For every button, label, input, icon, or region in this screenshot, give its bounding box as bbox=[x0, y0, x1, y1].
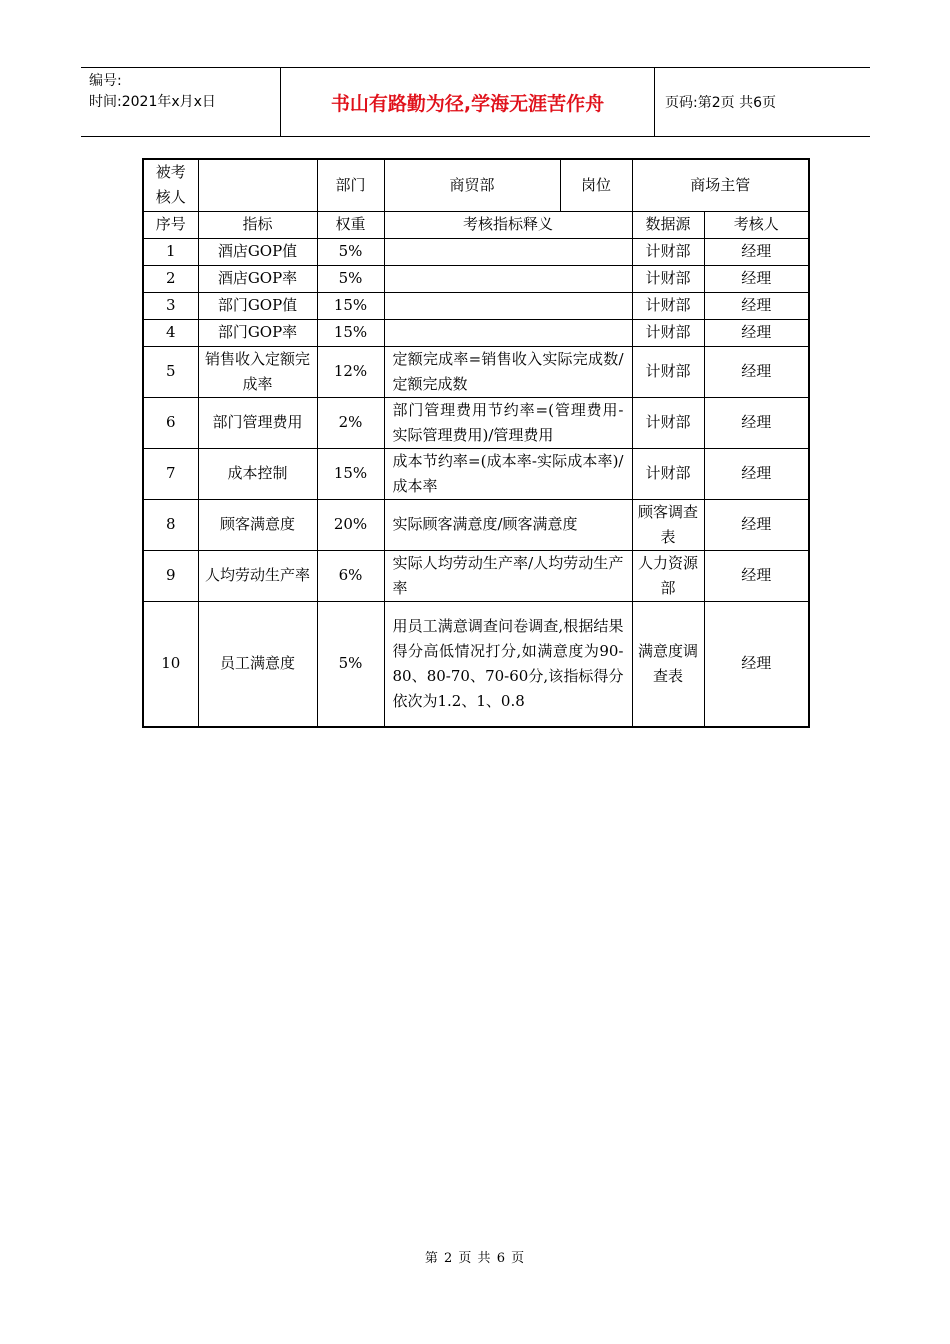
row-number: 3 bbox=[143, 292, 198, 319]
weight-cell: 20% bbox=[317, 499, 384, 550]
indicator-cell: 部门GOP值 bbox=[198, 292, 317, 319]
indicator-cell: 顾客满意度 bbox=[198, 499, 317, 550]
data-source-cell: 计财部 bbox=[632, 238, 704, 265]
description-cell bbox=[384, 238, 632, 265]
table-row bbox=[143, 238, 809, 265]
data-source-cell: 人力资源部 bbox=[632, 550, 704, 601]
data-source-cell: 计财部 bbox=[632, 397, 704, 448]
assessor-cell: 经理 bbox=[704, 319, 809, 346]
description-cell bbox=[384, 292, 632, 319]
column-header: 考核人 bbox=[704, 211, 809, 238]
table-row bbox=[143, 550, 809, 601]
column-header: 序号 bbox=[143, 211, 198, 238]
department-value: 商贸部 bbox=[384, 159, 560, 211]
weight-cell: 5% bbox=[317, 265, 384, 292]
weight-cell: 15% bbox=[317, 448, 384, 499]
indicator-cell: 酒店GOP率 bbox=[198, 265, 317, 292]
doc-code-label: 编号: bbox=[89, 73, 122, 89]
assessor-cell: 经理 bbox=[704, 238, 809, 265]
row-number: 2 bbox=[143, 265, 198, 292]
indicator-cell: 人均劳动生产率 bbox=[198, 550, 317, 601]
description-cell: 实际顾客满意度/顾客满意度 bbox=[384, 499, 632, 550]
column-header: 权重 bbox=[317, 211, 384, 238]
weight-cell: 5% bbox=[317, 601, 384, 727]
assessor-cell: 经理 bbox=[704, 397, 809, 448]
row-number: 6 bbox=[143, 397, 198, 448]
indicator-cell: 部门GOP率 bbox=[198, 319, 317, 346]
description-cell: 实际人均劳动生产率/人均劳动生产率 bbox=[384, 550, 632, 601]
table-header-row bbox=[143, 211, 809, 238]
column-header: 指标 bbox=[198, 211, 317, 238]
data-source-cell: 计财部 bbox=[632, 265, 704, 292]
row-number: 4 bbox=[143, 319, 198, 346]
description-cell: 成本节约率=(成本率-实际成本率)/成本率 bbox=[384, 448, 632, 499]
position-label: 岗位 bbox=[560, 159, 632, 211]
table-row bbox=[143, 265, 809, 292]
weight-cell: 15% bbox=[317, 292, 384, 319]
description-cell bbox=[384, 265, 632, 292]
table-row bbox=[143, 319, 809, 346]
header-motto: 书山有路勤为径,学海无涯苦作舟 bbox=[281, 68, 655, 136]
description-cell bbox=[384, 319, 632, 346]
page-footer: 第 2 页 共 6 页 bbox=[424, 1251, 526, 1266]
assessor-cell: 经理 bbox=[704, 265, 809, 292]
assessor-cell: 经理 bbox=[704, 292, 809, 319]
table-row bbox=[143, 601, 809, 727]
document-header bbox=[81, 67, 870, 137]
assessor-cell: 经理 bbox=[704, 346, 809, 397]
row-number: 8 bbox=[143, 499, 198, 550]
column-header: 数据源 bbox=[632, 211, 704, 238]
header-page-number: 页码:第2页 共6页 bbox=[665, 95, 776, 111]
data-source-cell: 顾客调查表 bbox=[632, 499, 704, 550]
assessee-value bbox=[198, 159, 317, 211]
table-row bbox=[143, 448, 809, 499]
indicator-cell: 酒店GOP值 bbox=[198, 238, 317, 265]
data-source-cell: 计财部 bbox=[632, 346, 704, 397]
table-row bbox=[143, 397, 809, 448]
data-source-cell: 计财部 bbox=[632, 292, 704, 319]
weight-cell: 15% bbox=[317, 319, 384, 346]
description-cell: 定额完成率=销售收入实际完成数/定额完成数 bbox=[384, 346, 632, 397]
position-value: 商场主管 bbox=[632, 159, 809, 211]
indicator-cell: 员工满意度 bbox=[198, 601, 317, 727]
description-cell: 用员工满意调查问卷调查,根据结果得分高低情况打分,如满意度为90-80、80-70、70-60分,该指标得分依次为1.2、1、0.8 bbox=[384, 601, 632, 727]
weight-cell: 2% bbox=[317, 397, 384, 448]
assessee-label: 被考核人 bbox=[143, 159, 198, 211]
column-header: 考核指标释义 bbox=[384, 211, 632, 238]
indicator-cell: 销售收入定额完成率 bbox=[198, 346, 317, 397]
row-number: 5 bbox=[143, 346, 198, 397]
table-row bbox=[143, 292, 809, 319]
indicator-cell: 成本控制 bbox=[198, 448, 317, 499]
data-source-cell: 计财部 bbox=[632, 448, 704, 499]
doc-time-label: 时间:2021年x月x日 bbox=[89, 94, 216, 110]
weight-cell: 12% bbox=[317, 346, 384, 397]
data-source-cell: 满意度调查表 bbox=[632, 601, 704, 727]
description-cell: 部门管理费用节约率=(管理费用-实际管理费用)/管理费用 bbox=[384, 397, 632, 448]
department-label: 部门 bbox=[317, 159, 384, 211]
assessor-cell: 经理 bbox=[704, 448, 809, 499]
indicator-cell: 部门管理费用 bbox=[198, 397, 317, 448]
row-number: 1 bbox=[143, 238, 198, 265]
assessor-cell: 经理 bbox=[704, 499, 809, 550]
table-row bbox=[143, 346, 809, 397]
kpi-assessment-table bbox=[142, 158, 810, 728]
table-row bbox=[143, 499, 809, 550]
row-number: 7 bbox=[143, 448, 198, 499]
assessor-cell: 经理 bbox=[704, 601, 809, 727]
assessor-cell: 经理 bbox=[704, 550, 809, 601]
weight-cell: 6% bbox=[317, 550, 384, 601]
table-info-row bbox=[143, 159, 809, 211]
header-meta bbox=[81, 68, 281, 136]
weight-cell: 5% bbox=[317, 238, 384, 265]
row-number: 10 bbox=[143, 601, 198, 727]
data-source-cell: 计财部 bbox=[632, 319, 704, 346]
row-number: 9 bbox=[143, 550, 198, 601]
